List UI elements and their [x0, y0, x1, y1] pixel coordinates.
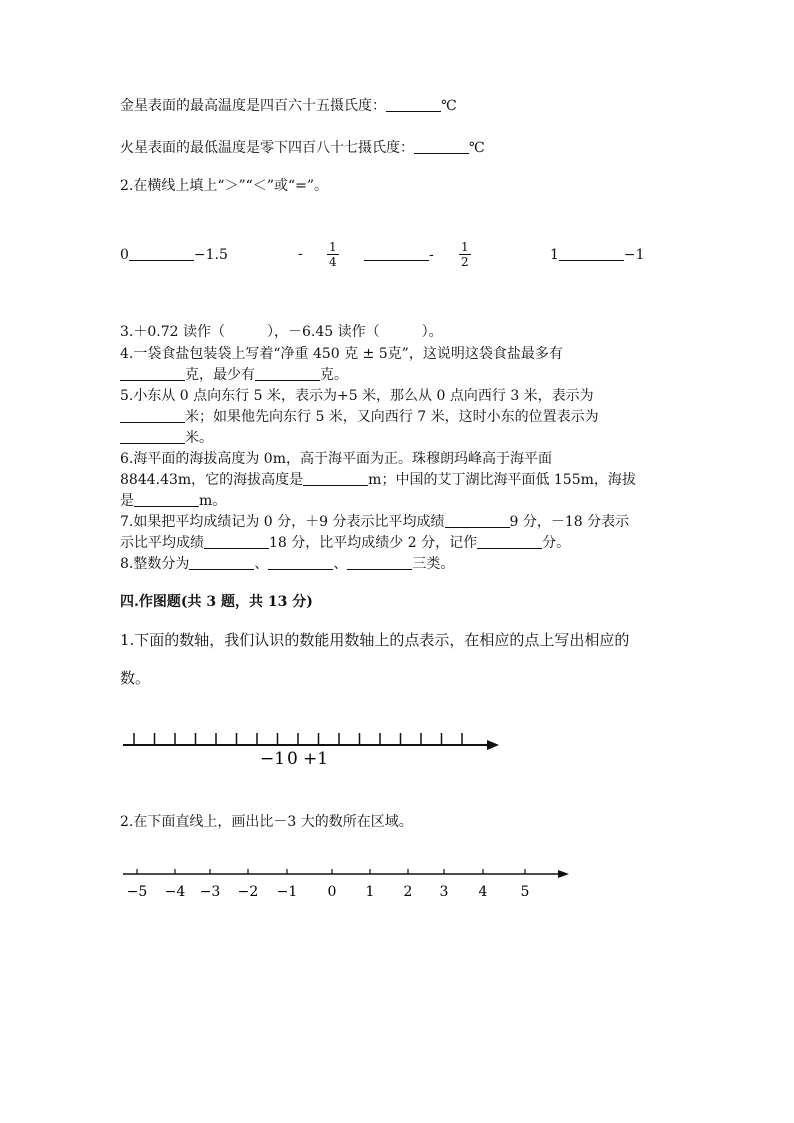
question-2: 2.在横线上填上“＞”“＜”或“=”。	[120, 178, 329, 194]
axis-label: 0	[287, 749, 298, 769]
q7-text: 示比平均成绩	[120, 535, 204, 551]
compare-a-left: 0	[120, 247, 129, 263]
venus-line	[120, 97, 457, 115]
answer-blank[interactable]	[189, 555, 254, 570]
answer-blank[interactable]	[134, 492, 199, 507]
fraction-denominator: 2	[461, 255, 469, 269]
fraction-denominator: 4	[329, 255, 337, 269]
q6-text: m。	[199, 493, 227, 509]
answer-blank[interactable]	[445, 513, 510, 528]
q6-text: m；中国的艾丁湖比海平面低 155m，海拔	[368, 472, 636, 488]
answer-blank[interactable]	[347, 555, 412, 570]
axis-label: 2	[403, 884, 413, 900]
question-3: 3.＋0.72 读作（ ），－6.45 读作（ ）。	[120, 324, 443, 340]
mars-line	[120, 139, 485, 157]
question-4b	[120, 366, 348, 384]
compare-d-right: −1	[623, 247, 645, 263]
drawing-question-1b: 数。	[120, 669, 151, 687]
answer-blank[interactable]	[255, 366, 320, 381]
unit-celsius: ℃	[441, 98, 457, 114]
fraction-numerator: 1	[329, 240, 337, 254]
question-7a	[120, 513, 629, 531]
drawing-question-1a: 1.下面的数轴，我们认识的数能用数轴上的点表示，在相应的点上写出相应的	[120, 631, 630, 649]
q4-text: 克。	[320, 367, 348, 383]
axis-label: −1	[260, 749, 286, 769]
axis-arrow	[487, 740, 499, 750]
fraction-one-half	[459, 240, 471, 269]
compare-a-blank[interactable]	[129, 246, 194, 261]
axis-label: −2	[237, 884, 259, 900]
compare-b-blank[interactable]	[364, 246, 429, 261]
q6-text: 8844.43m，它的海拔高度是	[120, 472, 304, 488]
section-heading: 四.作图题(共 3 题，共 13 分)	[120, 594, 313, 610]
axis-label: 5	[520, 884, 530, 900]
answer-blank[interactable]	[414, 139, 469, 154]
question-6a: 6.海平面的海拔高度为 0m，高于海平面为正。珠穆朗玛峰高于海平面	[120, 451, 552, 467]
question-5b	[120, 408, 599, 426]
axis-label: 3	[439, 884, 449, 900]
compare-d-blank[interactable]	[559, 246, 624, 261]
q8-text: 三类。	[412, 556, 455, 572]
axis-label: −1	[276, 884, 298, 900]
question-6b	[120, 471, 636, 489]
compare-bc	[364, 246, 434, 263]
answer-blank[interactable]	[477, 534, 542, 549]
answer-blank[interactable]	[120, 429, 185, 444]
axis-label: 4	[478, 884, 488, 900]
answer-blank[interactable]	[303, 471, 368, 486]
question-5a: 5.小东从 0 点向东行 5 米，表示为+5 米，那么从 0 点向西行 3 米，表示为	[120, 388, 594, 404]
axis-label: −3	[199, 884, 221, 900]
q8-text: 8.整数分为	[120, 556, 190, 572]
axis-ticks	[134, 733, 462, 745]
compare-c-minus: -	[429, 247, 434, 263]
fraction-one-quarter	[327, 240, 339, 269]
q6-text: 是	[120, 493, 134, 509]
axis-labels	[127, 884, 530, 900]
unit-celsius: ℃	[469, 140, 485, 156]
q7-text: 9 分，－18 分表示	[509, 514, 630, 530]
q7-text: 分。	[542, 535, 571, 551]
compare-a	[120, 246, 228, 263]
q5-text: 米。	[185, 430, 213, 446]
compare-b-minus: -	[298, 246, 303, 262]
compare-d	[550, 246, 645, 263]
answer-blank[interactable]	[204, 534, 269, 549]
q4-text: 克，最少有	[185, 367, 255, 383]
compare-a-right: −1.5	[193, 247, 228, 263]
question-6c	[120, 492, 226, 510]
number-line-2[interactable]	[115, 862, 575, 902]
axis-arrow	[558, 870, 569, 878]
compare-d-left: 1	[550, 247, 559, 263]
q7-text: 18 分，比平均成绩少 2 分，记作	[269, 535, 478, 551]
answer-blank[interactable]	[120, 408, 185, 423]
question-8	[120, 555, 454, 573]
q8-text: 、	[254, 556, 269, 572]
mars-text: 火星表面的最低温度是零下四百八十七摄氏度：	[120, 140, 414, 156]
answer-blank[interactable]	[268, 555, 333, 570]
fraction-numerator: 1	[461, 240, 469, 254]
axis-label: +1	[303, 749, 329, 769]
venus-text: 金星表面的最高温度是四百六十五摄氏度：	[120, 98, 386, 114]
axis-label: −5	[126, 884, 148, 900]
axis-label: −4	[164, 884, 186, 900]
number-line-1[interactable]	[115, 724, 510, 774]
axis-label: 0	[327, 884, 337, 900]
q5-text: 米；如果他先向东行 5 米，又向西行 7 米，这时小东的位置表示为	[185, 409, 599, 425]
answer-blank[interactable]	[120, 366, 185, 381]
q8-text: 、	[333, 556, 348, 572]
question-4a: 4.一袋食盐包装袋上写着“净重 450 克 ± 5克”，这说明这袋食盐最多有	[120, 346, 563, 362]
question-5c	[120, 429, 213, 447]
drawing-question-2: 2.在下面直线上，画出比－3 大的数所在区域。	[120, 814, 413, 830]
axis-label: 1	[365, 884, 375, 900]
answer-blank[interactable]	[386, 97, 441, 112]
q7-text: 7.如果把平均成绩记为 0 分，＋9 分表示比平均成绩	[120, 514, 445, 530]
question-7b	[120, 534, 570, 552]
